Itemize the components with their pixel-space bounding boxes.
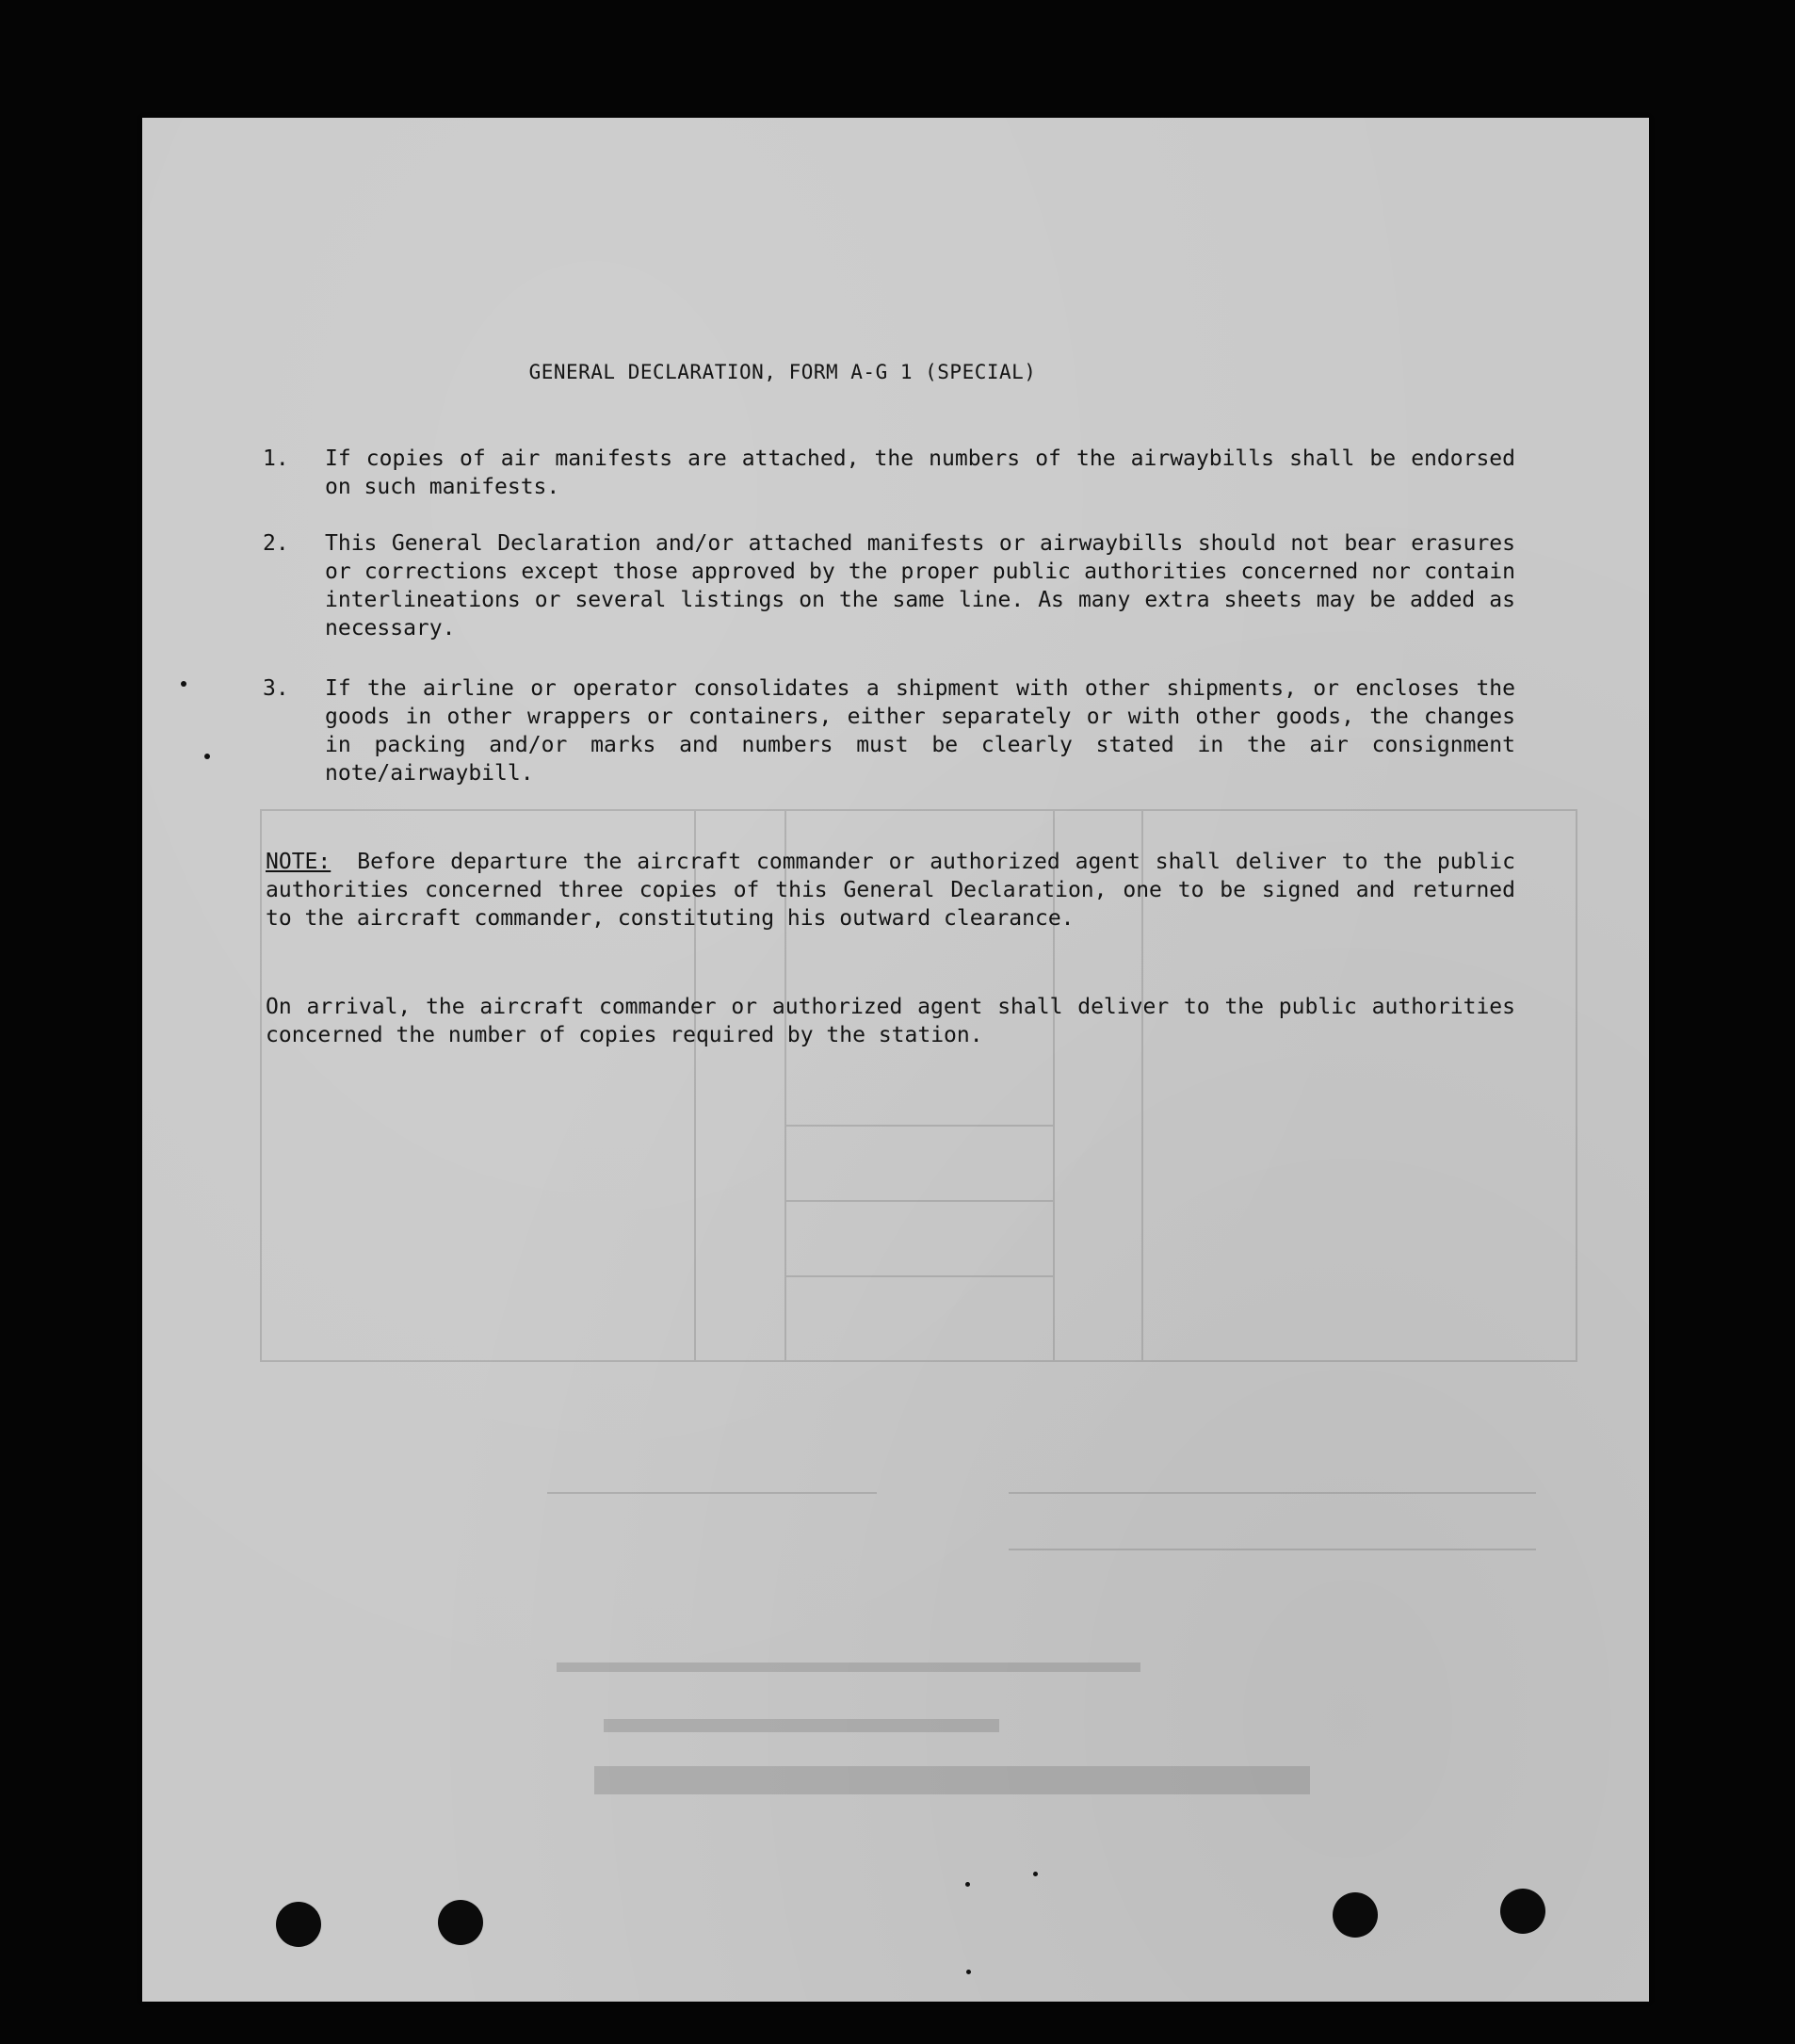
punch-hole <box>1333 1892 1378 1938</box>
instruction-item <box>263 445 1515 501</box>
punch-hole <box>438 1900 483 1945</box>
speck <box>204 754 210 759</box>
item-text: This General Declaration and/or attached manifests or airwaybills should not bear erasures or corrections except those approved by the proper public authorities concerned nor contain interlineations or several listings on the same line. As many extra sheets may be added as necessary. <box>325 531 1515 641</box>
note-text: Before departure the aircraft commander or authorized agent shall deliver to the public authorities concerned three copies of this General Declaration, one to be signed and returned to the aircraft commander, constituting his outward clearance. <box>266 850 1515 931</box>
item-number: 2. <box>263 531 289 556</box>
item-text: If the airline or operator consolidates a shipment with other shipments, or encloses the goods in other wrappers or containers, either separately or with other goods, the changes in packing and/or marks and numbers must be clearly stated in the air consignment note/airwaybill. <box>325 676 1515 786</box>
item-number: 3. <box>263 676 289 701</box>
speck <box>965 1882 970 1887</box>
arrival-paragraph: On arrival, the aircraft commander or authorized agent shall deliver to the public authorities concerned the number of copies required by the station. <box>266 995 1515 1047</box>
speck <box>966 1970 971 1974</box>
punch-hole <box>276 1902 321 1947</box>
punch-hole <box>1500 1889 1545 1934</box>
speck <box>181 681 186 687</box>
instruction-item <box>263 674 1515 787</box>
paper-sheet <box>142 118 1649 2002</box>
item-text: If copies of air manifests are attached, the numbers of the airwaybills shall be endorsed on such manifests. <box>325 446 1515 499</box>
instruction-item <box>263 529 1515 642</box>
speck <box>1033 1872 1038 1876</box>
item-number: 1. <box>263 446 289 471</box>
note-label: NOTE: <box>266 850 332 874</box>
page-title: GENERAL DECLARATION, FORM A-G 1 (SPECIAL) <box>528 361 1037 383</box>
note-paragraph <box>266 848 1515 933</box>
document-body <box>142 118 1649 2002</box>
